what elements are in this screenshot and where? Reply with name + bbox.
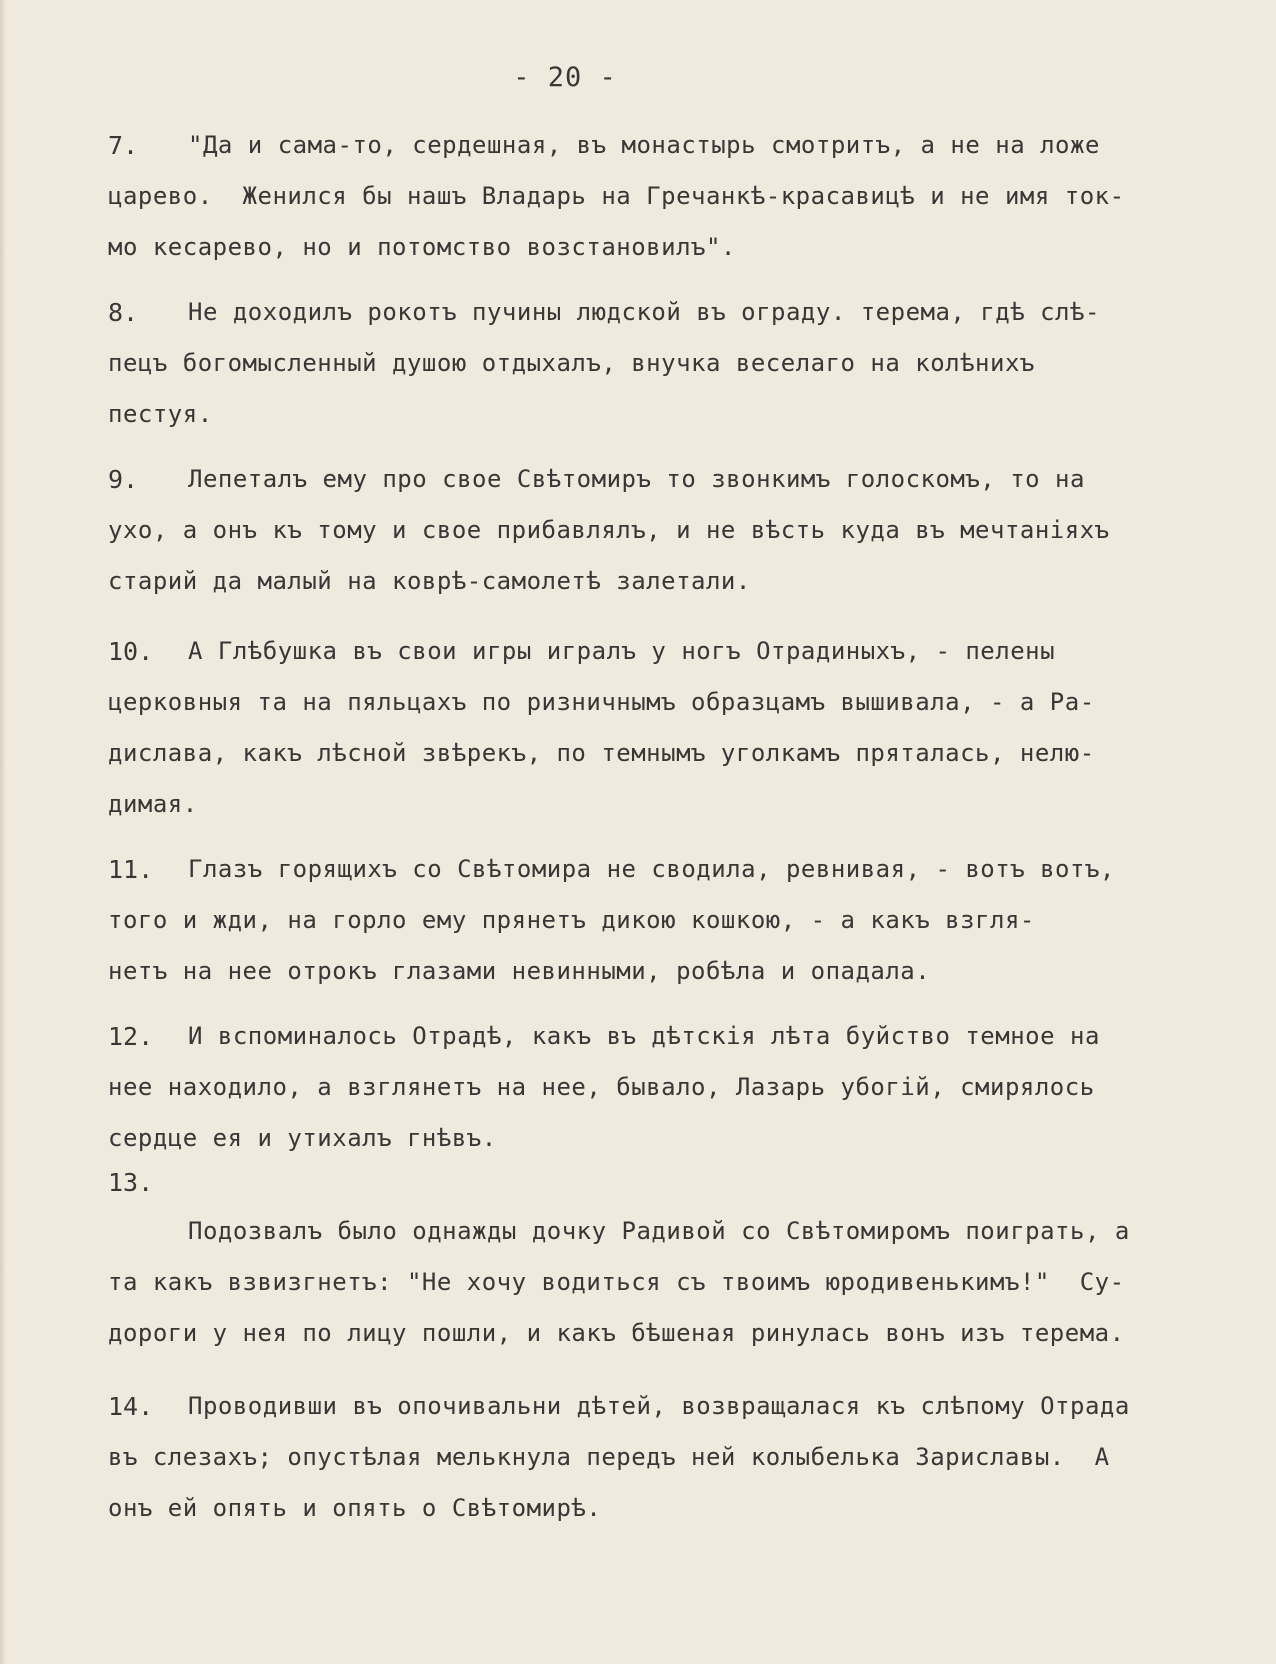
paragraph-line: Не доходилъ рокотъ пучины людской въ ограду. терема, гдѣ слѣ- bbox=[188, 298, 1100, 326]
paragraph-number: 14. bbox=[108, 1392, 154, 1421]
paragraph-number: 10. bbox=[108, 637, 154, 666]
paragraph-line: мо кесарево, но и потомство возстановилъ". bbox=[108, 233, 736, 261]
paragraph-line: того и жди, на горло ему прянетъ дикою кошкою, - а какъ взгля- bbox=[108, 906, 1035, 934]
paragraph-line: И вспоминалось Отрадѣ, какъ въ дѣтскiя лѣта буйство темное на bbox=[188, 1022, 1100, 1050]
paragraph-line: та какъ взвизгнетъ: "Не хочу водиться съ твоимъ юродивенькимъ!" Су- bbox=[108, 1268, 1125, 1296]
paragraph-line: Глазъ горящихъ со Свѣтомира не сводила, ревнивая, - вотъ вотъ, bbox=[188, 855, 1115, 883]
paragraph-line: ухо, а онъ къ тому и свое прибавлялъ, и не вѣсть куда въ мечтанiяхъ bbox=[108, 516, 1110, 544]
paragraph-line: старий да малый на коврѣ-самолетѣ залетали. bbox=[108, 567, 751, 595]
paragraph-line: А Глѣбушка въ свои игры игралъ у ногъ Отрадиныхъ, - пелены bbox=[188, 637, 1056, 665]
paragraph-line: онъ ей опять и опять о Свѣтомирѣ. bbox=[108, 1494, 602, 1522]
paragraph-line: "Да и сама-то, сердешная, въ монастырь смотритъ, а не на ложе bbox=[188, 131, 1100, 159]
paragraph-line: нее находило, а взглянетъ на нее, бывало, Лазарь убогiй, смирялось bbox=[108, 1073, 1095, 1101]
paragraph-line: пецъ богомысленный душою отдыхалъ, внучка веселаго на колѣнихъ bbox=[108, 349, 1035, 377]
paragraph-line: дислава, какъ лѣсной звѣрекъ, по темнымъ уголкамъ пряталась, нелю- bbox=[108, 739, 1095, 767]
paragraph-line: дороги у нея по лицу пошли, и какъ бѣшеная ринулась вонъ изъ терема. bbox=[108, 1319, 1125, 1347]
page-number: - 20 - bbox=[513, 62, 617, 93]
paragraph-line: пестуя. bbox=[108, 400, 213, 428]
paragraph-line: царево. Женился бы нашъ Владарь на Гречанкѣ-красавицѣ и не имя ток- bbox=[108, 182, 1125, 210]
paragraph-line: Проводивши въ опочивальни дѣтей, возвращалася къ слѣпому Отрада bbox=[188, 1392, 1130, 1420]
paragraph-number: 8. bbox=[108, 298, 139, 327]
paragraph-number: 11. bbox=[108, 855, 154, 884]
paragraph-line: димая. bbox=[108, 790, 198, 818]
paragraph-line: сердце ея и утихалъ гнѣвъ. bbox=[108, 1124, 497, 1152]
paragraph-line: Лепеталъ ему про свое Свѣтомиръ то звонкимъ голоскомъ, то на bbox=[188, 465, 1085, 493]
paragraph-number: 9. bbox=[108, 465, 139, 494]
paragraph-number: 13. bbox=[108, 1168, 154, 1197]
paragraph-line: Подозвалъ было однажды дочку Радивой со Свѣтомиромъ поиграть, а bbox=[188, 1217, 1130, 1245]
paragraph-line: нетъ на нее отрокъ глазами невинными, робѣла и опадала. bbox=[108, 957, 931, 985]
paragraph-line: въ слезахъ; опустѣлая мелькнула передъ ней колыбелька Зариславы. А bbox=[108, 1443, 1110, 1471]
paragraph-number: 7. bbox=[108, 131, 139, 160]
paragraph-number: 12. bbox=[108, 1022, 154, 1051]
paragraph-line: церковныя та на пяльцахъ по ризничнымъ образцамъ вышивала, - а Ра- bbox=[108, 688, 1095, 716]
